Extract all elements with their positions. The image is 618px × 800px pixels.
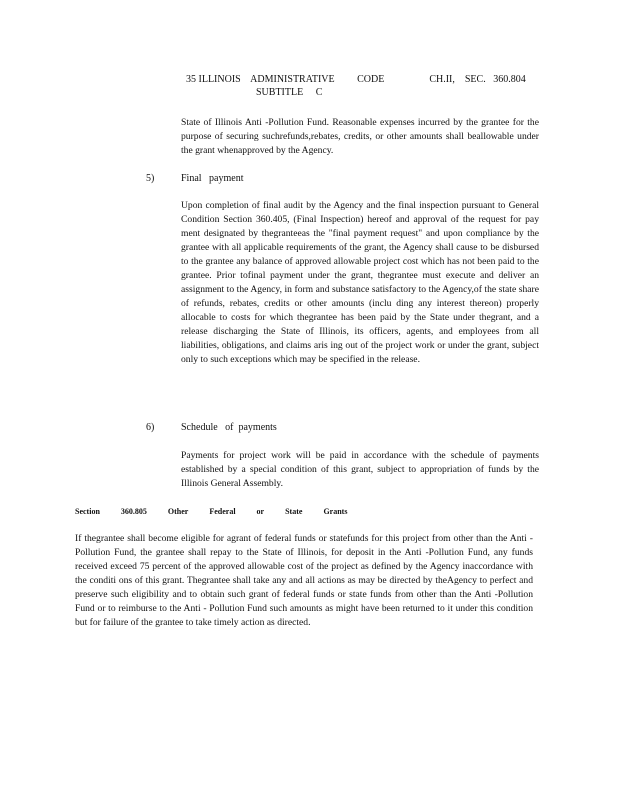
page-header bbox=[186, 73, 546, 99]
item-6-title: Schedule of payments bbox=[181, 422, 277, 433]
item-5-body: Upon completion of final audit by the Agency and the final inspection pursuant to General Condition Section 360.405, (Final Inspection) hereof and approval of the request for pay ment designated by thegranteeas the "final payment request" and upon compliance by the grantee with all applicable requirements of the grant, the Agency shall cause to be disbursed to the grantee any balance of approved allowable project cost which has not been paid to the grantee. Prior tofinal payment under the grant, thegrantee must execute and deliver an assignment to the Agency, in form and substance satisfactory to the Agency,of the state share of refunds, rebates, credits or other amounts (inclu ding any interest thereon) properly allocable to costs for which thegrantee has been paid by the State under thegrant, and a release discharging the State of Illinois, its officers, agents, and employees from all liabilities, obligations, and claims aris ing out of the project work or under the grant, subject only to such exceptions which may be specified in the release. bbox=[181, 200, 539, 365]
item-5-title: Final payment bbox=[181, 173, 244, 184]
item-6-number: 6) bbox=[146, 422, 155, 433]
section-title-word: or bbox=[256, 507, 265, 516]
section-label: Section bbox=[75, 507, 100, 516]
section-title-word: Federal bbox=[209, 507, 236, 516]
header-subtitle-line: SUBTITLE C bbox=[256, 87, 323, 98]
section-heading bbox=[75, 507, 365, 517]
intro-paragraph: State of Illinois Anti -Pollution Fund. Reasonable expenses incurred by the grantee for the purpose of securing suchrefunds,rebates, credits, or other amounts shall beallowable under the grant whenapproved by the Agency. bbox=[181, 117, 539, 156]
section-title-word: State bbox=[285, 507, 303, 516]
section-title-word: Other bbox=[167, 507, 189, 516]
section-number: 360.805 bbox=[120, 507, 147, 516]
item-5-number: 5) bbox=[146, 173, 155, 184]
header-code-line: 35 ILLINOIS ADMINISTRATIVE CODE CH.II, SEC. 360.804 bbox=[186, 74, 526, 85]
item-6-body: Payments for project work will be paid in accordance with the schedule of payments established by a special condition of this grant, subject to appropriation of funds by the Illinois General Assembly. bbox=[181, 450, 539, 489]
section-body: If thegrantee shall become eligible for agrant of federal funds or statefunds for this project from other than the Anti -Pollution Fund, the grantee shall repay to the State of Illinois, for deposit in the Anti -Pollution Fund, any funds received exceed 75 percent of the approved allowable cost of the project as defined by the Agency inaccordance with the conditi ons of this grant. Thegrantee shall take any and all actions as may be directed by theAgency to perfect and preserve such eligibility and to obtain such grant of federal funds or state funds from other than the Anti -Pollution Fund or to reimburse to the Anti - Pollution Fund such amounts as might have been returned to it under this condition but for failure of the grantee to take timely action as directed. bbox=[75, 533, 533, 628]
section-title-word: Grants bbox=[323, 507, 348, 516]
